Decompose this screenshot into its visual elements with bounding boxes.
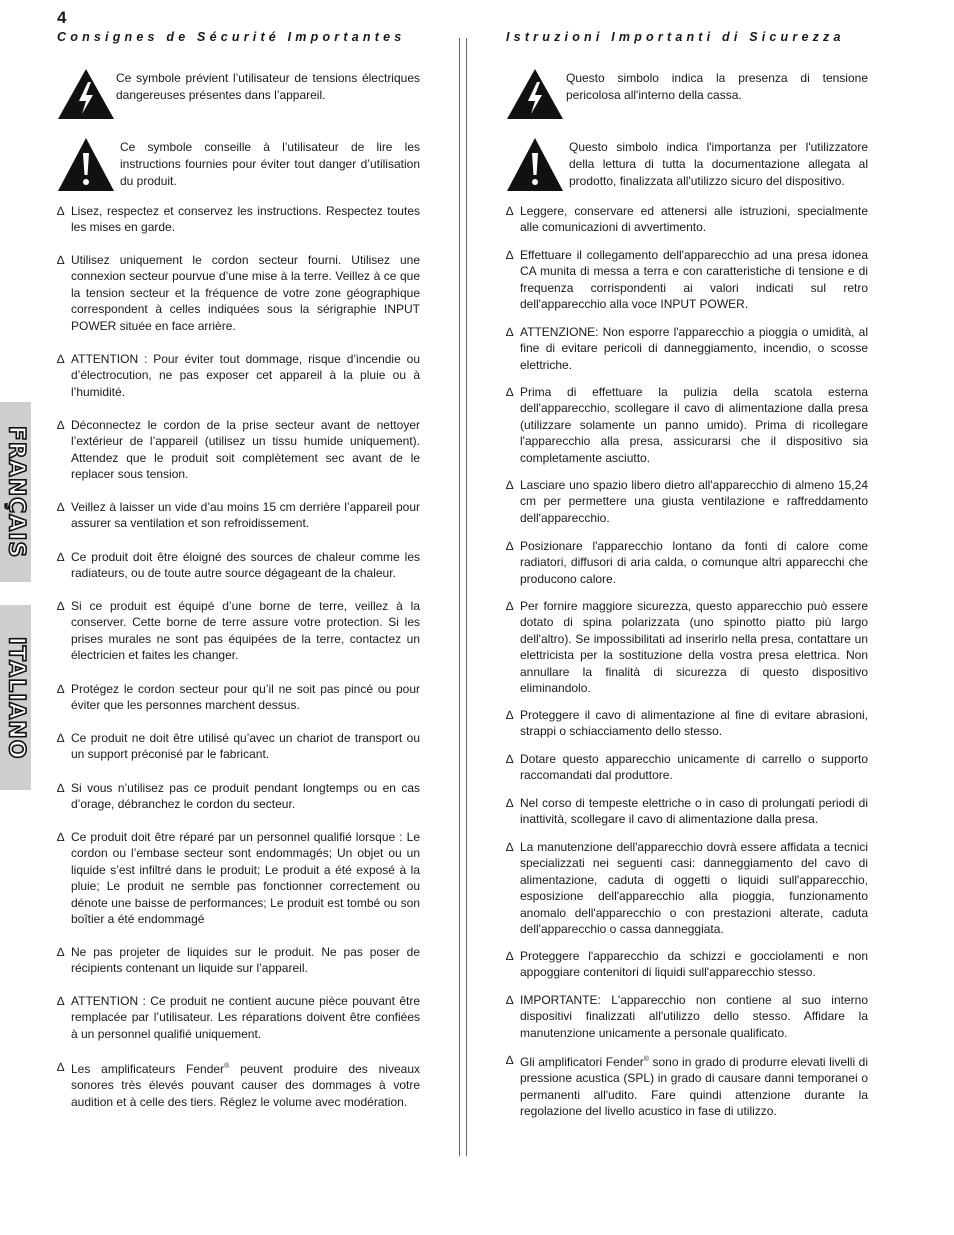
safety-item: ∆ Proteggere l'apparecchio da schizzi e gocciolamenti e non appoggiare contenitori di liquidi sull'apparecchio stesso. (506, 949, 868, 980)
safety-item: ∆ Nel corso di tempeste elettriche o in caso di prolungati periodi di inattività, scollegare il cavo di alimentazione dalla presa. (506, 796, 868, 827)
safety-item: ∆ Dotare questo apparecchio unicamente di carrello o supporto raccomandati dal produttore. (506, 752, 868, 783)
safety-item: ∆ Lasciare uno spazio libero dietro all'apparecchio di almeno 15,24 cm per permettere una giusta ventilazione e raffreddamento dell'apparecchio. (506, 478, 868, 525)
triangle-bullet-icon: ∆ (506, 796, 514, 810)
triangle-bullet-icon: ∆ (57, 682, 65, 696)
triangle-bullet-icon: ∆ (506, 385, 514, 399)
safety-item: ∆ Utilisez uniquement le cordon secteur fourni. Utilisez une connexion secteur pourvue d’une mise à la terre. Veillez à ce que la tension secteur et la fréquence de votre zone géographique correspondent à celles indiquées sous la sérigraphie INPUT POWER située en face arrière. (57, 253, 420, 333)
triangle-bullet-icon: ∆ (57, 994, 65, 1008)
safety-item: ∆ Si ce produit est équipé d’une borne de terre, veillez à la conserver. Cette borne de terre assure votre protection. Si les prises murales ne sont pas équipées de la terre, contactez un électricien et faites les changer. (57, 599, 420, 663)
side-tab-francais[interactable] (0, 402, 31, 582)
instructions-symbol-text: Questo simbolo indica l'importanza per l'utilizzatore della lettura di tutta la documentazione allegata al prodotto, finalizzata all'utilizzo sicuro del dispositivo. (569, 140, 868, 188)
safety-item: ∆ Ce produit doit être réparé par un personnel qualifié lorsque : Le cordon ou l’embase secteur sont endommagés; Un objet ou un liquide s’est infiltré dans le produit; Le produit a été exposé à la pluie; Le produit ne semble pas fonctionner correctement ou dénote une baisse de performances; Le produit est tombé ou son boîtier a été endommagé (57, 830, 420, 927)
instructions-symbol-block (57, 137, 420, 197)
safety-item: ∆ Protégez le cordon secteur pour qu’il ne soit pas pincé ou pour éviter que les personnes marchent dessus. (57, 682, 420, 713)
triangle-bullet-icon: ∆ (506, 539, 514, 553)
triangle-bullet-icon: ∆ (57, 599, 65, 613)
safety-item: ∆ Effettuare il collegamento dell'apparecchio ad una presa idonea CA munita di messa a terra e con caratteristiche di tensione e di frequenza corrispondenti ai valori indicati sul retro dell'apparecchio alla voce INPUT POWER. (506, 248, 868, 312)
safety-item: ∆ La manutenzione dell'apparecchio dovrà essere affidata a tecnici specializzati nei seguenti casi: danneggiamento del cavo di alimentazione, caduta di oggetti o liquidi sull'apparecchio, esposizione dell'apparecchio alla pioggia, funzionamento anomalo dell'apparecchio o con prestazioni alterate, caduta dell'apparecchio o cassa danneggiata. (506, 840, 868, 937)
voltage-symbol-block (506, 68, 868, 128)
column-divider (459, 38, 467, 1156)
voltage-symbol-text: Ce symbole prévient l’utilisateur de tensions électriques dangereuses présentes dans l’appareil. (116, 71, 420, 102)
lightning-warning-icon (57, 68, 115, 120)
safety-item: ∆ ATTENTION : Pour éviter tout dommage, risque d’incendie ou d’électrocution, ne pas exposer cet appareil à la pluie ou à l’humidité. (57, 352, 420, 399)
triangle-bullet-icon: ∆ (57, 418, 65, 432)
safety-item: ∆ Si vous n’utilisez pas ce produit pendant longtemps ou en cas d’orage, débranchez le cordon du secteur. (57, 781, 420, 812)
safety-item: ∆ Ce produit ne doit être utilisé qu’avec un chariot de transport ou un support préconisé par le fabricant. (57, 731, 420, 762)
triangle-bullet-icon: ∆ (57, 945, 65, 959)
safety-item: ∆ Veillez à laisser un vide d’au moins 15 cm derrière l’appareil pour assurer sa ventilation et son refroidissement. (57, 500, 420, 531)
safety-item: ∆ Per fornire maggiore sicurezza, questo apparecchio può essere dotato di spina polarizzata (uno spinotto piatto più largo dell'altro). Se impossibilitati ad inserirlo nella presa, contattare un elettricista per la sostituzione della vostra presa elettrica. Non annullare la finalità di sicurezza di questo dispositivo eliminandolo. (506, 599, 868, 696)
french-column (57, 30, 420, 1109)
triangle-bullet-icon: ∆ (57, 781, 65, 795)
triangle-bullet-icon: ∆ (57, 253, 65, 267)
triangle-bullet-icon: ∆ (506, 599, 514, 613)
exclamation-warning-icon (506, 137, 564, 192)
triangle-bullet-icon: ∆ (57, 830, 65, 844)
safety-item: ∆ Proteggere il cavo di alimentazione al fine di evitare abrasioni, strappi o schiacciamento dello stesso. (506, 708, 868, 739)
safety-item: ∆ Prima di effettuare la pulizia della scatola esterna dell'apparecchio, scollegare il cavo di alimentazione dalla presa (utilizzare solamente un panno umido). Prima di ricollegare l'apparecchio alla presa, assicurarsi che il dispositivo sia completamente asciutto. (506, 385, 868, 465)
triangle-bullet-icon: ∆ (506, 840, 514, 854)
triangle-bullet-icon: ∆ (506, 204, 514, 218)
page-number: 4 (57, 8, 67, 27)
triangle-bullet-icon: ∆ (57, 731, 65, 745)
triangle-bullet-icon: ∆ (57, 204, 65, 218)
safety-item: ∆ Déconnectez le cordon de la prise secteur avant de nettoyer l’extérieur de l’appareil (utilisez un tissu humide uniquement). Attendez que le produit soit complètement sec avant de le replacer sous tension. (57, 418, 420, 482)
registered-mark: ® (224, 1063, 230, 1070)
safety-item: ∆ Les amplificateurs Fender® peuvent produire des niveaux sonores très élevés pouvant causer des dommages à votre audition et à celle des tiers. Réglez le volume avec modération. (57, 1060, 420, 1109)
safety-item: ∆ ATTENZIONE: Non esporre l'apparecchio a pioggia o umidità, al fine di evitare pericoli di danneggiamento, incendio, o scosse elettriche. (506, 325, 868, 372)
registered-mark: ® (643, 1056, 649, 1063)
instructions-symbol-block (506, 137, 868, 197)
safety-item: ∆ Leggere, conservare ed attenersi alle istruzioni, specialmente alle comunicazioni di avvertimento. (506, 204, 868, 235)
french-heading: Consignes de Sécurité Importantes (57, 30, 406, 44)
side-tab-label: FRANÇAIS (3, 425, 28, 559)
safety-item: ∆ ATTENTION : Ce produit ne contient aucune pièce pouvant être remplacée par l’utilisateur. Les réparations doivent être confiées à un personnel qualifié uniquement. (57, 994, 420, 1041)
triangle-bullet-icon: ∆ (506, 478, 514, 492)
triangle-bullet-icon: ∆ (506, 248, 514, 262)
safety-item: ∆ Ne pas projeter de liquides sur le produit. Ne pas poser de récipients contenant un liquide sur l’appareil. (57, 945, 420, 976)
safety-item: ∆ Ce produit doit être éloigné des sources de chaleur comme les radiateurs, ou de toute autre source dégageant de la chaleur. (57, 550, 420, 581)
italian-heading: Istruzioni Importanti di Sicurezza (506, 30, 845, 44)
safety-item: ∆ Lisez, respectez et conservez les instructions. Respectez toutes les mises en garde. (57, 204, 420, 235)
triangle-bullet-icon: ∆ (506, 993, 514, 1007)
exclamation-warning-icon (57, 137, 115, 192)
italian-column (506, 30, 869, 1119)
side-tab-italiano[interactable] (0, 605, 31, 790)
triangle-bullet-icon: ∆ (506, 708, 514, 722)
triangle-bullet-icon: ∆ (506, 325, 514, 339)
safety-item: ∆ Posizionare l'apparecchio lontano da fonti di calore come radiatori, diffusori di aria calda, o comunque altri apparecchi che producono calore. (506, 539, 868, 586)
triangle-bullet-icon: ∆ (506, 752, 514, 766)
triangle-bullet-icon: ∆ (57, 550, 65, 564)
triangle-bullet-icon: ∆ (506, 1053, 514, 1067)
triangle-bullet-icon: ∆ (506, 949, 514, 963)
lightning-warning-icon (506, 68, 564, 120)
safety-item: ∆ IMPORTANTE: L'apparecchio non contiene al suo interno dispositivi finalizzati all'utilizzo dello stesso. Affidare la manutenzione unicamente a personale qualificato. (506, 993, 868, 1040)
safety-item: ∆ Gli amplificatori Fender® sono in grado di produrre elevati livelli di pressione acustica (SPL) in grado di causare danni temporanei o permanenti all'udito. Fare quindi attenzione durante la regolazione del livello acustico in fase di utilizzo. (506, 1053, 869, 1119)
voltage-symbol-text: Questo simbolo indica la presenza di tensione pericolosa all'interno della cassa. (566, 71, 868, 102)
instructions-symbol-text: Ce symbole conseille à l’utilisateur de lire les instructions fournies pour éviter tout danger d’utilisation du produit. (120, 140, 420, 188)
voltage-symbol-block (57, 68, 420, 128)
triangle-bullet-icon: ∆ (57, 500, 65, 514)
triangle-bullet-icon: ∆ (57, 1060, 65, 1074)
side-tab-label: ITALIANO (3, 636, 28, 759)
triangle-bullet-icon: ∆ (57, 352, 65, 366)
